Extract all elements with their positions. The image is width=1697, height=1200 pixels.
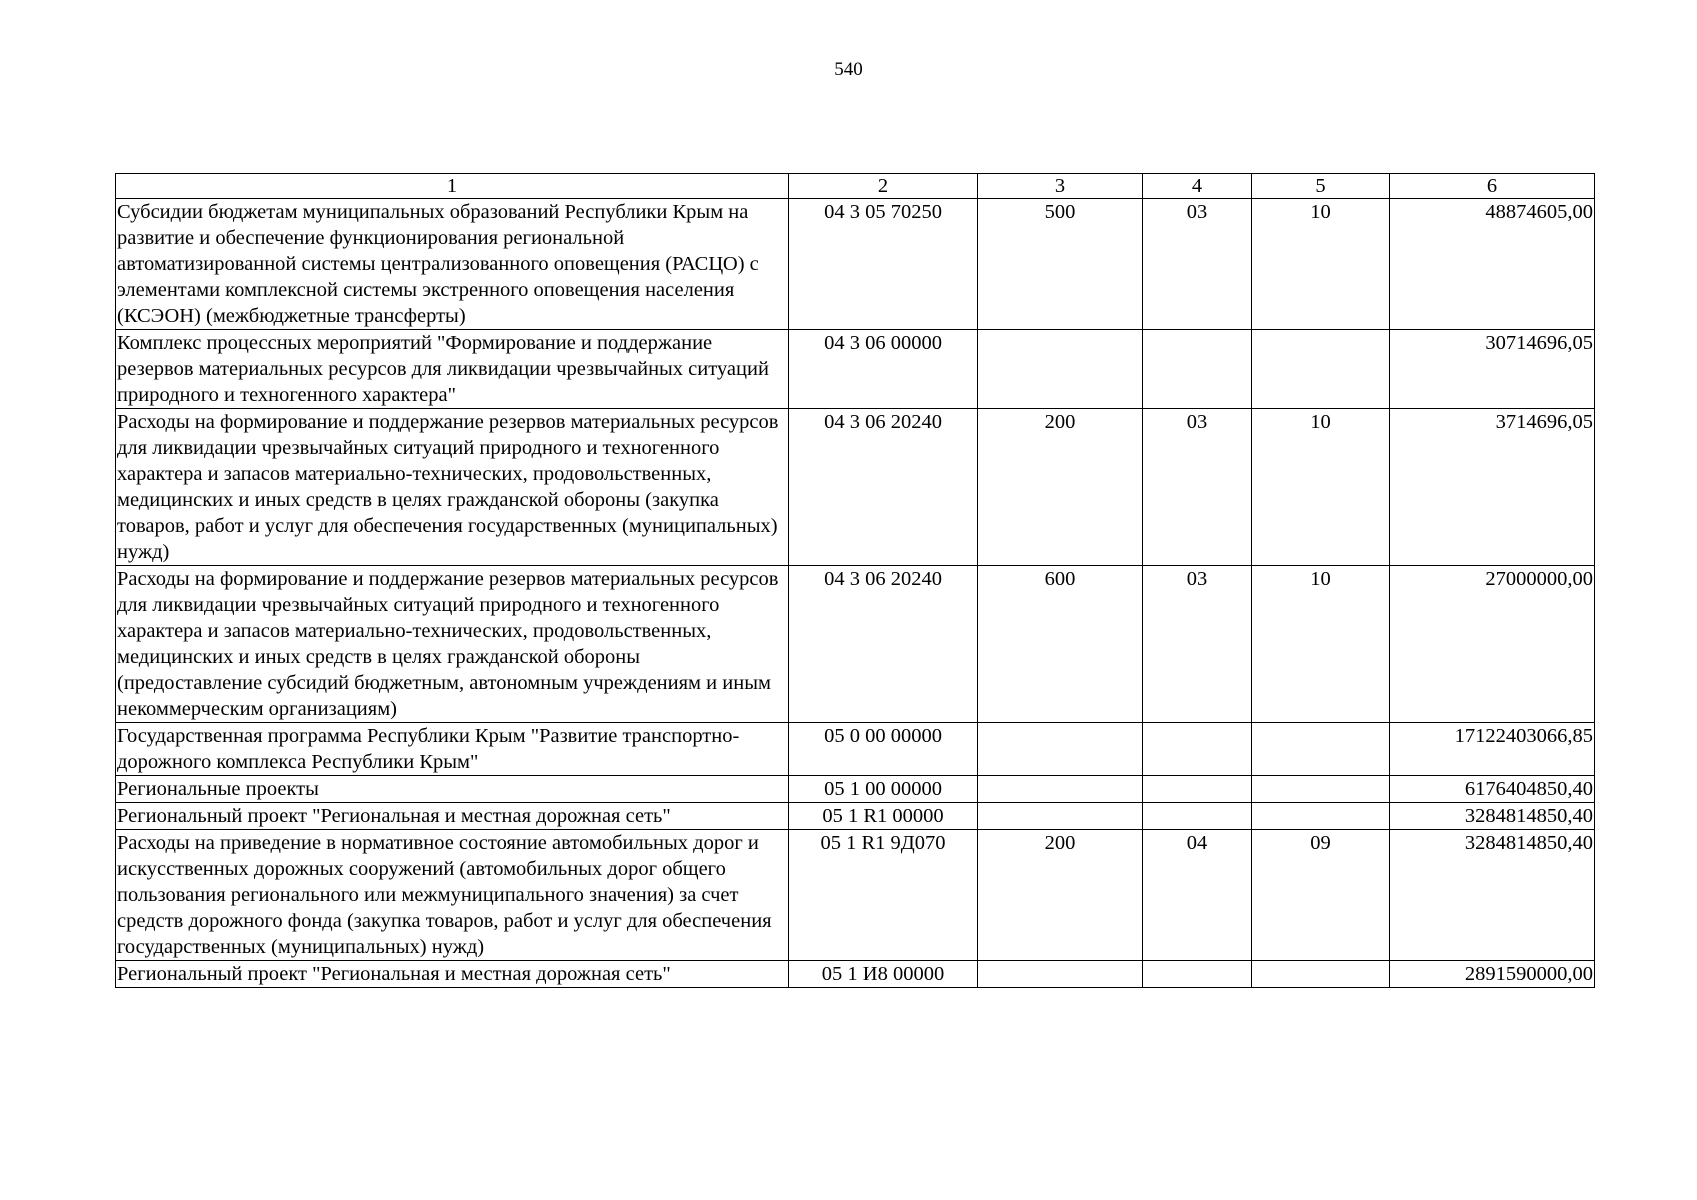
row-sum: 27000000,00 bbox=[1390, 566, 1595, 723]
row-sum: 48874605,00 bbox=[1390, 199, 1595, 330]
row-code: 04 3 06 20240 bbox=[789, 566, 978, 723]
row-sum: 17122403066,85 bbox=[1390, 723, 1595, 776]
row-code: 04 3 05 70250 bbox=[789, 199, 978, 330]
row-pr: 10 bbox=[1252, 199, 1390, 330]
row-code: 05 1 И8 00000 bbox=[789, 961, 978, 988]
row-name: Расходы на формирование и поддержание резервов материальных ресурсов для ликвидации чрезвычайных ситуаций природного и техногенного характера и запасов материально-технических, продовольственных, медицинских и иных средств в целях гражданской обороны (предоставление субсидий бюджетным, автономным учреждениям и иным некоммерческим организациям) bbox=[116, 566, 789, 723]
table-row bbox=[116, 723, 1595, 776]
row-sum: 6176404850,40 bbox=[1390, 776, 1595, 803]
row-vr bbox=[978, 776, 1143, 803]
row-rz bbox=[1143, 723, 1252, 776]
row-name: Региональные проекты bbox=[116, 776, 789, 803]
column-header-4: 4 bbox=[1143, 174, 1252, 199]
row-code: 05 1 R1 00000 bbox=[789, 803, 978, 830]
table-row bbox=[116, 776, 1595, 803]
row-name: Региональный проект "Региональная и местная дорожная сеть" bbox=[116, 961, 789, 988]
row-pr: 09 bbox=[1252, 830, 1390, 961]
table-row bbox=[116, 199, 1595, 330]
row-rz bbox=[1143, 961, 1252, 988]
row-name: Субсидии бюджетам муниципальных образований Республики Крым на развитие и обеспечение функционирования региональной автоматизированной системы централизованного оповещения (РАСЦО) с элементами комплексной системы экстренного оповещения населения (КСЭОН) (межбюджетные трансферты) bbox=[116, 199, 789, 330]
row-vr: 200 bbox=[978, 830, 1143, 961]
table-row bbox=[116, 409, 1595, 566]
budget-table bbox=[115, 173, 1595, 988]
row-name: Государственная программа Республики Крым "Развитие транспортно-дорожного комплекса Республики Крым" bbox=[116, 723, 789, 776]
row-pr: 10 bbox=[1252, 566, 1390, 723]
row-vr bbox=[978, 961, 1143, 988]
column-header-3: 3 bbox=[978, 174, 1143, 199]
row-code: 05 1 R1 9Д070 bbox=[789, 830, 978, 961]
row-rz: 03 bbox=[1143, 409, 1252, 566]
row-sum: 3284814850,40 bbox=[1390, 830, 1595, 961]
row-code: 04 3 06 20240 bbox=[789, 409, 978, 566]
row-code: 04 3 06 00000 bbox=[789, 330, 978, 409]
column-header-1: 1 bbox=[116, 174, 789, 199]
row-vr bbox=[978, 330, 1143, 409]
table-row bbox=[116, 803, 1595, 830]
page-number: 540 bbox=[834, 59, 863, 80]
row-code: 05 0 00 00000 bbox=[789, 723, 978, 776]
row-vr bbox=[978, 803, 1143, 830]
column-header-6: 6 bbox=[1390, 174, 1595, 199]
row-sum: 30714696,05 bbox=[1390, 330, 1595, 409]
row-pr bbox=[1252, 330, 1390, 409]
column-number-row bbox=[116, 174, 1595, 199]
row-rz: 04 bbox=[1143, 830, 1252, 961]
row-rz bbox=[1143, 330, 1252, 409]
row-vr bbox=[978, 723, 1143, 776]
table-row bbox=[116, 330, 1595, 409]
row-vr: 200 bbox=[978, 409, 1143, 566]
row-rz: 03 bbox=[1143, 566, 1252, 723]
row-rz bbox=[1143, 776, 1252, 803]
row-name: Расходы на формирование и поддержание резервов материальных ресурсов для ликвидации чрезвычайных ситуаций природного и техногенного характера и запасов материально-технических, продовольственных, медицинских и иных средств в целях гражданской обороны (закупка товаров, работ и услуг для обеспечения государственных (муниципальных) нужд) bbox=[116, 409, 789, 566]
row-name: Расходы на приведение в нормативное состояние автомобильных дорог и искусственных дорожных сооружений (автомобильных дорог общего пользования регионального или межмуниципального значения) за счет средств дорожного фонда (закупка товаров, работ и услуг для обеспечения государственных (муниципальных) нужд) bbox=[116, 830, 789, 961]
table-row bbox=[116, 566, 1595, 723]
row-pr: 10 bbox=[1252, 409, 1390, 566]
row-sum: 3714696,05 bbox=[1390, 409, 1595, 566]
row-pr bbox=[1252, 776, 1390, 803]
row-sum: 2891590000,00 bbox=[1390, 961, 1595, 988]
row-vr: 600 bbox=[978, 566, 1143, 723]
column-header-5: 5 bbox=[1252, 174, 1390, 199]
row-pr bbox=[1252, 961, 1390, 988]
row-rz bbox=[1143, 803, 1252, 830]
row-name: Комплекс процессных мероприятий "Формирование и поддержание резервов материальных ресурсов для ликвидации чрезвычайных ситуаций природного и техногенного характера" bbox=[116, 330, 789, 409]
row-vr: 500 bbox=[978, 199, 1143, 330]
row-rz: 03 bbox=[1143, 199, 1252, 330]
row-pr bbox=[1252, 723, 1390, 776]
column-header-2: 2 bbox=[789, 174, 978, 199]
row-sum: 3284814850,40 bbox=[1390, 803, 1595, 830]
row-code: 05 1 00 00000 bbox=[789, 776, 978, 803]
row-pr bbox=[1252, 803, 1390, 830]
table-row bbox=[116, 830, 1595, 961]
table-row bbox=[116, 961, 1595, 988]
row-name: Региональный проект "Региональная и местная дорожная сеть" bbox=[116, 803, 789, 830]
